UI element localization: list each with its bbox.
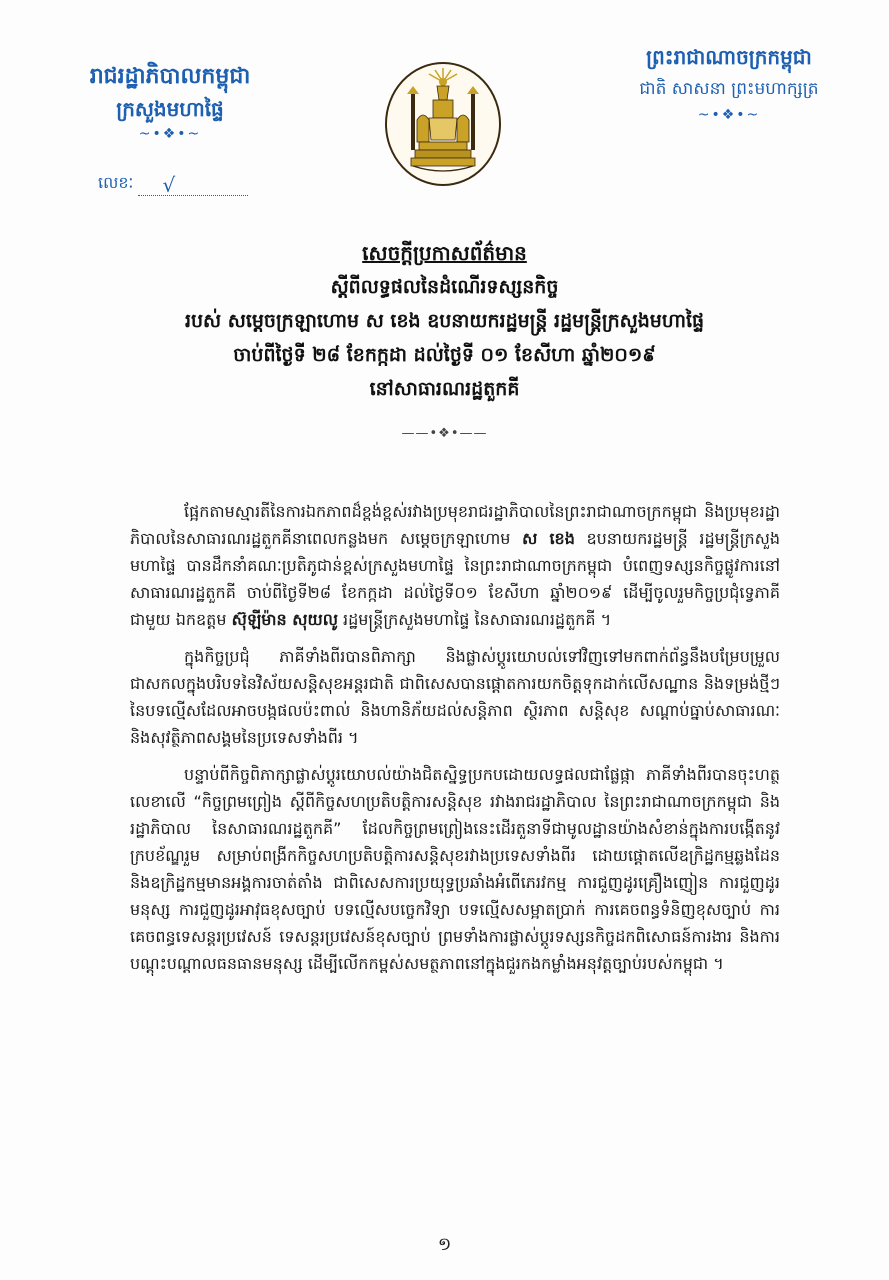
kingdom-name: ព្រះរាជាណាចក្រកម្ពុជា xyxy=(646,45,812,69)
document-title-block xyxy=(60,236,829,441)
ministry-name: ក្រសួងមហាផ្ទៃ xyxy=(116,97,224,121)
document-heading: សេចក្តីប្រកាសព័ត៌មាន xyxy=(362,241,527,265)
reference-dotted-line xyxy=(138,173,248,197)
reference-label: លេខៈ xyxy=(98,173,134,192)
page-number: ១ xyxy=(437,1234,452,1255)
paragraph-3: បន្ទាប់ពីកិច្ចពិភាក្សាផ្លាស់ប្តូរយោបល់យ៉ាងជិតស្និទ្ធប្រកបដោយលទ្ធផលជាផ្លែផ្កា ភាគីទាំងពីរបានចុះហត្ថលេខាលើ “កិច្ចព្រមព្រៀង ស្តីពីកិច្ចសហប្រតិបត្តិការសន្តិសុខ រវាងរាជរដ្ឋាភិបាល នៃព្រះរាជាណាចក្រកម្ពុជា និងរដ្ឋាភិបាល នៃសាធារណរដ្ឋតួកគី” ដែលកិច្ចព្រមព្រៀងនេះដើរតួនាទីជាមូលដ្ឋានយ៉ាងសំខាន់ក្នុងការបង្កើតនូវក្របខ័ណ្ឌរួម សម្រាប់ពង្រីកកិច្ចសហប្រតិបត្តិការសន្តិសុខរវាងប្រទេសទាំងពីរ ដោយផ្តោតលើឧក្រិដ្ឋកម្មឆ្លងដែន និងឧក្រិដ្ឋកម្មមានអង្គការចាត់តាំង ជាពិសេសការប្រយុទ្ធប្រឆាំងអំពើភេរវកម្ម ការជួញដូរគ្រឿងញៀន ការជួញដូរមនុស្ស ការជួញដូរអាវុធខុសច្បាប់ បទល្មើសបច្ចេកវិទ្យា បទល្មើសសម្អាតប្រាក់ ការគេចពន្ធទំនិញខុសច្បាប់ ការគេចពន្ធទេសន្តរប្រវេសន៍ ទេសន្តរប្រវេសន៍ខុសច្បាប់ ព្រមទាំងការផ្លាស់ប្តូរទស្សនកិច្ចដកពិសោធន៍ការងារ និងការបណ្តុះបណ្តាលធនធានមនុស្ស ដើម្បីលើកកម្ពស់សមត្ថភាពនៅក្នុងជួរកងកម្លាំងអនុវត្តច្បាប់របស់កម្ពុជា ។ xyxy=(130,765,780,973)
title-location: នៅសាធារណរដ្ឋតួកគី xyxy=(369,378,520,400)
reference-number xyxy=(98,172,278,196)
title-subject: ស្តីពីលទ្ធផលនៃដំណើរទស្សនកិច្ច xyxy=(330,276,559,298)
royal-emblem-icon xyxy=(383,60,503,188)
kingdom-header xyxy=(619,40,839,126)
paragraph-1-name-bold: ស ខេង xyxy=(522,529,575,548)
document-body xyxy=(130,498,780,987)
ministry-header xyxy=(70,60,270,144)
paragraph-1-part-a: ផ្អែកតាមស្មារតីនៃការឯកភាពដ៏ខ្ពង់ខ្ពស់រវាងប្រមុខរាជរដ្ឋាភិបាលនៃព្រះរាជាណាចក្រកម្ពុជា និងប្រមុខរដ្ឋាភិបាលនៃសាធារណរដ្ឋតួកគីនាពេលកន្លងមក សម្តេចក្រឡាហោម xyxy=(130,502,780,548)
paragraph-1 xyxy=(130,498,780,633)
paragraph-1-part-e: រដ្ឋមន្ត្រីក្រសួងមហាផ្ទៃ នៃសាធារណរដ្ឋតួកគី ។ xyxy=(337,610,612,629)
government-name: រាជរដ្ឋាភិបាលកម្ពុជា xyxy=(89,64,251,89)
header-ornament-left: ~•❖•~ xyxy=(138,126,202,142)
title-divider: ——•❖•—— xyxy=(401,426,488,441)
national-motto: ជាតិ សាសនា ព្រះមហាក្សត្រ xyxy=(639,79,819,99)
paragraph-2: ក្នុងកិច្ចប្រជុំ ភាគីទាំងពីរបានពិភាក្សា និងផ្លាស់ប្តូរយោបល់ទៅវិញទៅមកពាក់ព័ន្ធនឹងបម្រែបម្រួលជាសកលក្នុងបរិបទនៃវិស័យសន្តិសុខអន្តរជាតិ ជាពិសេសបានផ្តោតការយកចិត្តទុកដាក់លើសណ្ឋាន និងទម្រង់ថ្មីៗនៃបទល្មើសដែលអាចបង្កផលប៉ះពាល់ និងហានិភ័យដល់សន្តិភាព ស្ថិរភាព សន្តិសុខ សណ្តាប់ធ្នាប់សាធារណៈ និងសុវត្ថិភាពសង្គមនៃប្រទេសទាំងពីរ ។ xyxy=(130,647,780,747)
check-mark-icon: √ xyxy=(162,173,176,197)
title-official: របស់ សម្តេចក្រឡាហោម ស ខេង ឧបនាយករដ្ឋមន្ត្រី រដ្ឋមន្ត្រីក្រសួងមហាផ្ទៃ xyxy=(184,310,705,332)
title-dates: ចាប់ពីថ្ងៃទី ២៨ ខែកក្កដា ដល់ថ្ងៃទី ០១ ខែសីហា ឆ្នាំ២០១៩ xyxy=(233,344,656,366)
paragraph-1-minister-bold: ស៊ុឡីម៉ាន សុយលូ xyxy=(231,610,338,629)
paragraph-1-part-c: ឧបនាយករដ្ឋមន្ត្រី រដ្ឋមន្ត្រីក្រសួងមហាផ្ទៃ បានដឹកនាំគណៈប្រតិភូជាន់ខ្ពស់ក្រសួងមហាផ្ទៃ នៃព្រះរាជាណាចក្រកម្ពុជា បំពេញទស្សនកិច្ចផ្លូវការនៅសាធារណរដ្ឋតួកគី ចាប់ពីថ្ងៃទី២៨ ខែកក្កដា ដល់ថ្ងៃទី០១ ខែសីហា ឆ្នាំ២០១៩ ដើម្បីចូលរួមកិច្ចប្រជុំទ្វេភាគីជាមួយ ឯកឧត្តម xyxy=(130,529,781,629)
header-ornament-right: ~•❖•~ xyxy=(697,107,761,123)
